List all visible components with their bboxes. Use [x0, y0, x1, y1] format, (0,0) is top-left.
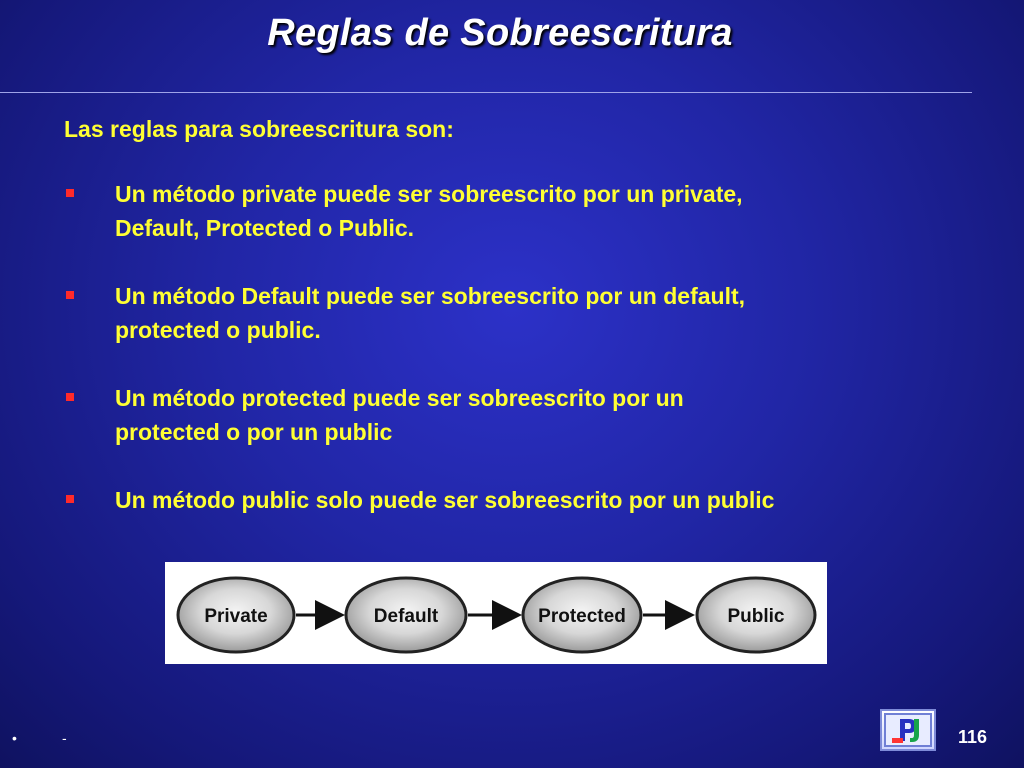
diagram-node-private	[178, 578, 294, 652]
logo-mark	[882, 711, 934, 749]
square-bullet-icon	[66, 189, 74, 197]
square-bullet-icon	[66, 495, 74, 503]
bullet-line: Default, Protected o Public.	[115, 215, 415, 241]
bullet-line: Un método protected puede ser sobreescrito por un	[115, 385, 684, 411]
bullet-item	[64, 177, 964, 245]
bullet-item	[64, 483, 964, 517]
node-label: Protected	[538, 606, 626, 627]
access-modifier-diagram	[165, 562, 827, 664]
logo-icon	[880, 709, 936, 751]
diagram-node-protected	[523, 578, 641, 652]
node-label: Public	[727, 606, 785, 627]
square-bullet-icon	[66, 393, 74, 401]
bullet-line: protected o public.	[115, 317, 321, 343]
diagram-node-default	[346, 578, 466, 652]
node-label: Default	[373, 606, 439, 627]
bullet-item	[64, 279, 964, 347]
square-bullet-icon	[66, 291, 74, 299]
diagram-canvas	[165, 562, 827, 664]
intro-text: Las reglas para sobreescritura son:	[64, 116, 454, 142]
content-area	[64, 112, 964, 551]
page-number: 116	[958, 727, 988, 747]
bullet-line: Un método private puede ser sobreescrito por un private,	[115, 181, 743, 207]
title-divider	[0, 92, 972, 93]
bullet-line: Un método public solo puede ser sobreescrito por un public	[115, 487, 775, 513]
bullet-line: Un método Default puede ser sobreescrito por un default,	[115, 283, 746, 309]
slide-title: Reglas de Sobreescritura	[267, 12, 733, 54]
footer-bullet: •	[12, 730, 17, 746]
footer-dash: -	[62, 730, 67, 746]
diagram-node-public	[697, 578, 815, 652]
bullet-line: protected o por un public	[115, 419, 393, 445]
bullet-item	[64, 381, 964, 449]
node-label: Private	[204, 606, 268, 627]
